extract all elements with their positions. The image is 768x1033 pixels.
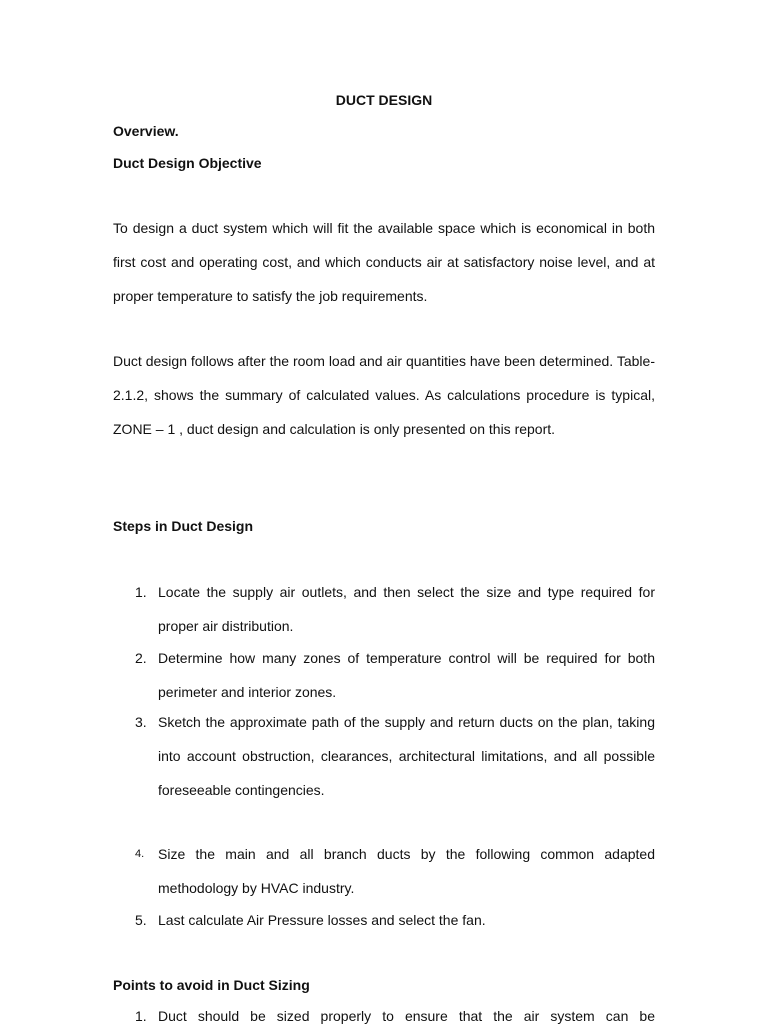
duct-design-paragraph: Duct design follows after the room load and air quantities have been determined. Table-2.1.2, shows the summary of calculated values. As calculations procedure is typical, ZONE – 1 , duct design and calculation is only presented on this report. — [113, 353, 655, 437]
step-text: Sketch the approximate path of the supply and return ducts on the plan, taking into account obstruction, clearances, architectural limitations, and all possible foreseeable contingencies. — [158, 714, 655, 798]
avoid-heading: Points to avoid in Duct Sizing — [113, 977, 310, 993]
step-text: Determine how many zones of temperature control will be required for both perimeter and interior zones. — [158, 650, 655, 700]
objective-paragraph: To design a duct system which will fit the available space which is economical in both first cost and operating cost, and which conducts air at satisfactory noise level, and at proper temperature to satisfy the job requirements. — [113, 220, 655, 304]
objective-heading: Duct Design Objective — [113, 155, 262, 171]
step-text: Size the main and all branch ducts by the following common adapted methodology by HVAC industry. — [158, 846, 655, 896]
step-number: 4. — [135, 848, 145, 860]
step-number: 3. — [135, 714, 147, 730]
step-number: 5. — [135, 912, 147, 928]
avoid-text: Duct should be sized properly to ensure that the air system can be — [158, 1008, 655, 1024]
step-text: Locate the supply air outlets, and then select the size and type required for proper air distribution. — [158, 584, 655, 634]
avoid-number: 1. — [135, 1008, 147, 1024]
steps-heading: Steps in Duct Design — [113, 518, 254, 534]
step-number: 1. — [135, 584, 147, 600]
overview-heading: Overview. — [113, 123, 179, 139]
document-title: DUCT DESIGN — [335, 92, 433, 108]
step-text: Last calculate Air Pressure losses and select the fan. — [158, 912, 486, 928]
step-number: 2. — [135, 650, 147, 666]
